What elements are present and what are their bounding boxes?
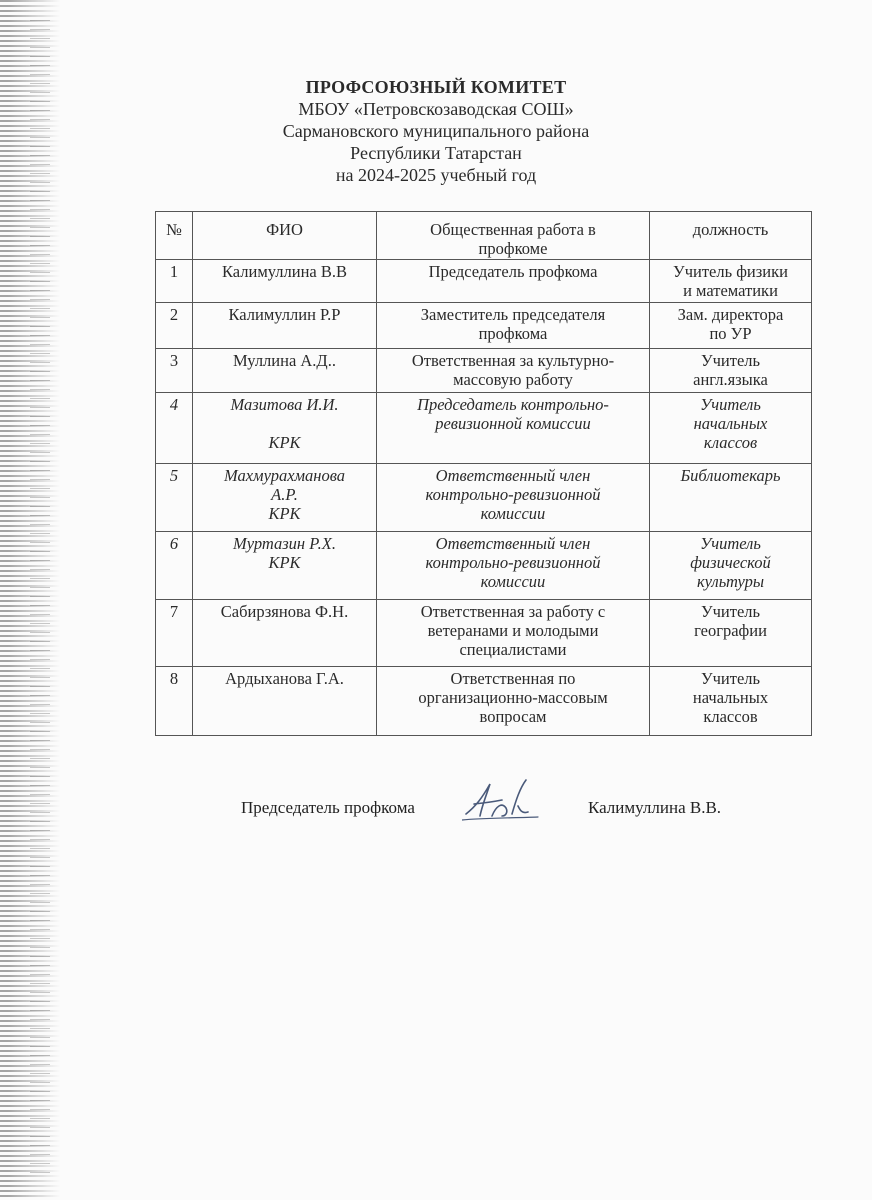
member-position-line: начальных xyxy=(693,414,768,433)
member-role-line: комиссии xyxy=(480,572,546,591)
row-number: 4 xyxy=(156,393,193,464)
member-role-line: Председатель контрольно- xyxy=(417,395,609,414)
column-header-role-line: Общественная работа в xyxy=(430,220,596,239)
member-position-line: начальных xyxy=(692,688,769,707)
member-role-line: Председатель профкома xyxy=(428,262,598,281)
member-role-line: вопросам xyxy=(479,707,547,726)
member-name xyxy=(193,532,377,600)
member-role-line: специалистами xyxy=(459,640,567,659)
member-name-line: Калимуллина В.В xyxy=(222,262,347,281)
member-role-line: ревизионной комиссии xyxy=(435,414,591,433)
table-row xyxy=(156,393,812,464)
member-position-line: Учитель физики xyxy=(673,262,788,281)
member-name-line: Ардыханова Г.А. xyxy=(225,669,344,688)
member-position xyxy=(650,464,812,532)
member-name xyxy=(193,303,377,349)
member-position-line: Учитель xyxy=(700,669,761,688)
member-position xyxy=(650,600,812,667)
column-header-role xyxy=(377,212,650,260)
member-position-line: по УР xyxy=(709,324,752,343)
member-name-line: Сабирзянова Ф.Н. xyxy=(220,602,349,621)
header-line-year: на 2024-2025 учебный год xyxy=(335,165,537,185)
table-row xyxy=(156,260,812,303)
scan-binding-marks xyxy=(30,20,50,1180)
column-header-position: должность xyxy=(650,212,812,260)
member-position-line: англ.языка xyxy=(693,370,768,389)
member-name-line: КРК xyxy=(268,504,301,523)
member-role-line: Ответственная за культурно- xyxy=(411,351,615,370)
table-row xyxy=(156,349,812,393)
table-row xyxy=(156,600,812,667)
member-name-spacer xyxy=(197,414,372,433)
row-number: 7 xyxy=(156,600,193,667)
member-position xyxy=(650,532,812,600)
signature-block xyxy=(0,798,872,838)
member-position-line: классов xyxy=(703,707,758,726)
member-name xyxy=(193,393,377,464)
header-line-district: Сармановского муниципального района xyxy=(282,121,590,141)
table-row xyxy=(156,464,812,532)
signature-name: Калимуллина В.В. xyxy=(588,798,722,817)
table-row xyxy=(156,667,812,736)
document-title: ПРОФСОЮЗНЫЙ КОМИТЕТ xyxy=(305,77,567,97)
member-name-line: Махмурахманова xyxy=(223,466,346,485)
member-role-line: организационно-массовым xyxy=(418,688,608,707)
header-line-school: МБОУ «Петровскозаводская СОШ» xyxy=(298,99,574,119)
member-name-line: КРК xyxy=(268,433,301,452)
member-position-line: Учитель xyxy=(700,602,761,621)
member-role xyxy=(377,532,650,600)
member-position xyxy=(650,303,812,349)
row-number: 6 xyxy=(156,532,193,600)
document-header xyxy=(0,76,872,186)
member-position xyxy=(650,667,812,736)
member-role xyxy=(377,260,650,303)
member-role-line: профкома xyxy=(478,324,548,343)
column-header-name: ФИО xyxy=(193,212,377,260)
handwritten-signature-icon xyxy=(462,776,540,824)
table-row xyxy=(156,303,812,349)
member-role xyxy=(377,303,650,349)
member-role-line: контрольно-ревизионной xyxy=(425,553,601,572)
member-role-line: Заместитель председателя xyxy=(420,305,606,324)
row-number: 2 xyxy=(156,303,193,349)
member-name-line: Муртазин Р.Х. xyxy=(232,534,336,553)
member-name xyxy=(193,667,377,736)
member-name-line: Мазитова И.И. xyxy=(230,395,339,414)
member-position-line: Учитель xyxy=(700,395,761,414)
member-name xyxy=(193,600,377,667)
member-role-line: ветеранами и молодыми xyxy=(427,621,599,640)
member-position-line: и математики xyxy=(683,281,778,300)
row-number: 3 xyxy=(156,349,193,393)
member-role-line: массовую работу xyxy=(453,370,573,389)
member-name xyxy=(193,349,377,393)
member-position-line: классов xyxy=(703,433,758,452)
member-role-line: Ответственный член xyxy=(435,534,591,553)
member-name-line: А.Р. xyxy=(271,485,298,504)
member-role-line: комиссии xyxy=(480,504,546,523)
member-role-line: Ответственный член xyxy=(435,466,591,485)
table-header-row xyxy=(156,212,812,260)
column-header-role-line: профкоме xyxy=(478,239,548,258)
member-name-line: Калимуллин Р.Р xyxy=(228,305,341,324)
member-position xyxy=(650,393,812,464)
member-position-line: географии xyxy=(694,621,767,640)
member-position-line: Учитель xyxy=(700,534,761,553)
member-role xyxy=(377,393,650,464)
member-position xyxy=(650,260,812,303)
member-position-line: Библиотекарь xyxy=(680,466,781,485)
table-row xyxy=(156,532,812,600)
committee-table xyxy=(155,211,812,736)
member-role xyxy=(377,349,650,393)
member-name-line: КРК xyxy=(268,553,301,572)
row-number: 5 xyxy=(156,464,193,532)
member-role xyxy=(377,667,650,736)
member-name-line: Муллина А.Д.. xyxy=(233,351,336,370)
member-role-line: контрольно-ревизионной xyxy=(425,485,601,504)
column-header-number: № xyxy=(156,212,193,260)
member-position-line: физической xyxy=(690,553,771,572)
member-role-line: Ответственная по xyxy=(450,669,576,688)
member-role xyxy=(377,600,650,667)
member-position-line: культуры xyxy=(696,572,765,591)
member-name xyxy=(193,464,377,532)
member-position-line: Зам. директора xyxy=(677,305,784,324)
member-role-line: Ответственная за работу с xyxy=(420,602,606,621)
signature-label: Председатель профкома xyxy=(241,798,415,817)
member-name xyxy=(193,260,377,303)
member-role xyxy=(377,464,650,532)
row-number: 8 xyxy=(156,667,193,736)
member-position-line: Учитель xyxy=(700,351,761,370)
row-number: 1 xyxy=(156,260,193,303)
member-position xyxy=(650,349,812,393)
header-line-republic: Республики Татарстан xyxy=(350,143,522,163)
